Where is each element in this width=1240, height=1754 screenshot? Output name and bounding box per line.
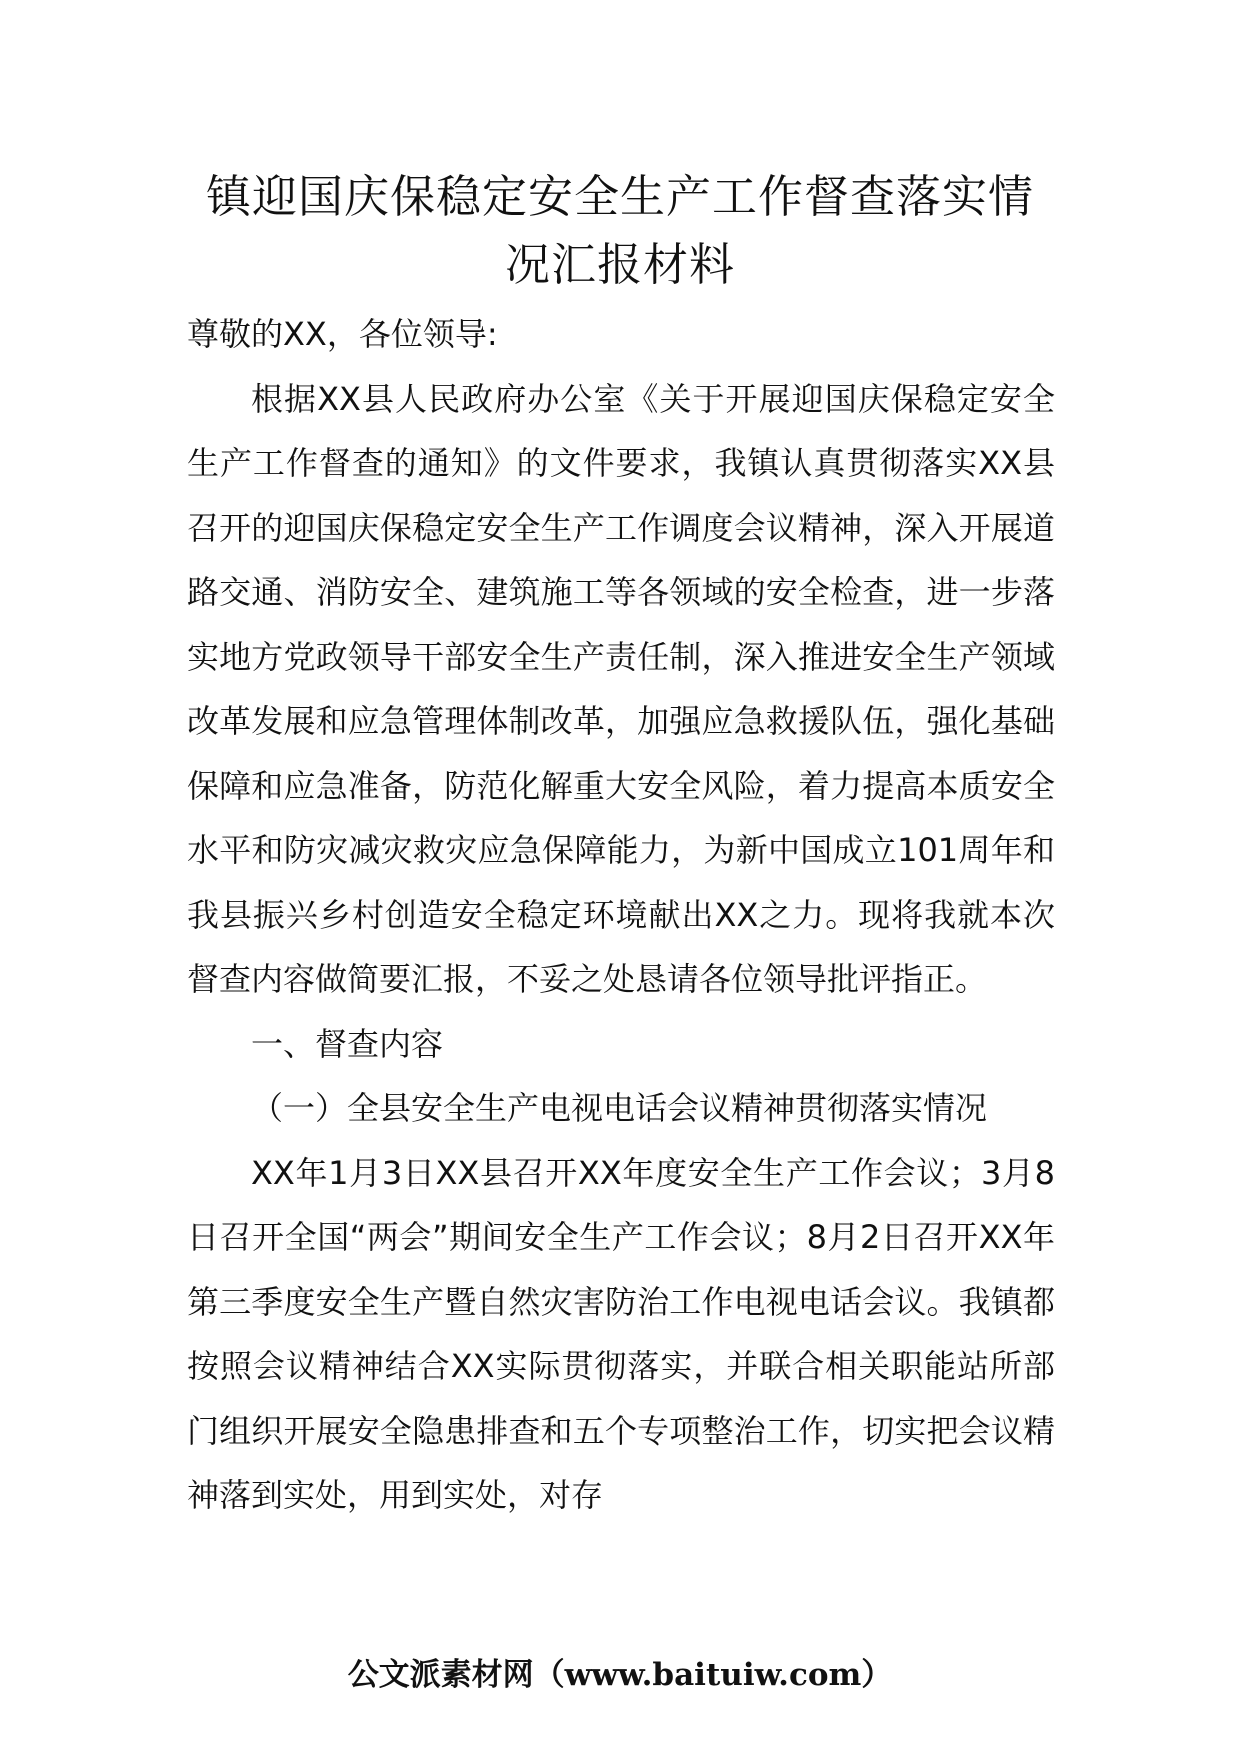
title-line-2: 况汇报材料 [504,238,735,291]
intro-paragraph: 根据XX县人民政府办公室《关于开展迎国庆保稳定安全生产工作督查的通知》的文件要求，我镇认真贯彻落实XX县召开的迎国庆保稳定安全生产工作调度会议精神，深入开展道路交通、消防安全、建筑施工等各领域的安全检查，进一步落实地方党政领导干部安全生产责任制，深入推进安全生产领域改革发展和应急管理体制改革，加强应急救援队伍，强化基础保障和应急准备，防范化解重大安全风险，着力提高本质安全水平和防灾减灾救灾应急保障能力，为新中国成立101周年和我县振兴乡村创造安全稳定环境献出XX之力。现将我就本次督查内容做简要汇报，不妥之处恳请各位领导批评指正。 [187,379,1055,998]
document-body [187,302,1055,1528]
subsection-heading: （一）全县安全生产电视电话会议精神贯彻落实情况 [251,1089,988,1127]
section-heading: 一、督查内容 [251,1024,444,1063]
footer-watermark: 公文派素材网（www.baituiw.com） [347,1657,893,1693]
salutation: 尊敬的XX，各位领导: [187,315,498,353]
title-line-1: 镇迎国庆保稳定安全生产工作督查落实情 [205,170,1034,223]
body-paragraph: XX年1月3日XX县召开XX年度安全生产工作会议；3月8日召开全国“两会”期间安全生产工作会议；8月2日召开XX年第三季度安全生产暨自然灾害防治工作电视电话会议。我镇都按照会议精神结合XX实际贯彻落实，并联合相关职能站所部门组织开展安全隐患排查和五个专项整治工作，切实把会议精神落到实处，用到实处，对存 [187,1153,1055,1514]
document-title [150,163,1090,299]
